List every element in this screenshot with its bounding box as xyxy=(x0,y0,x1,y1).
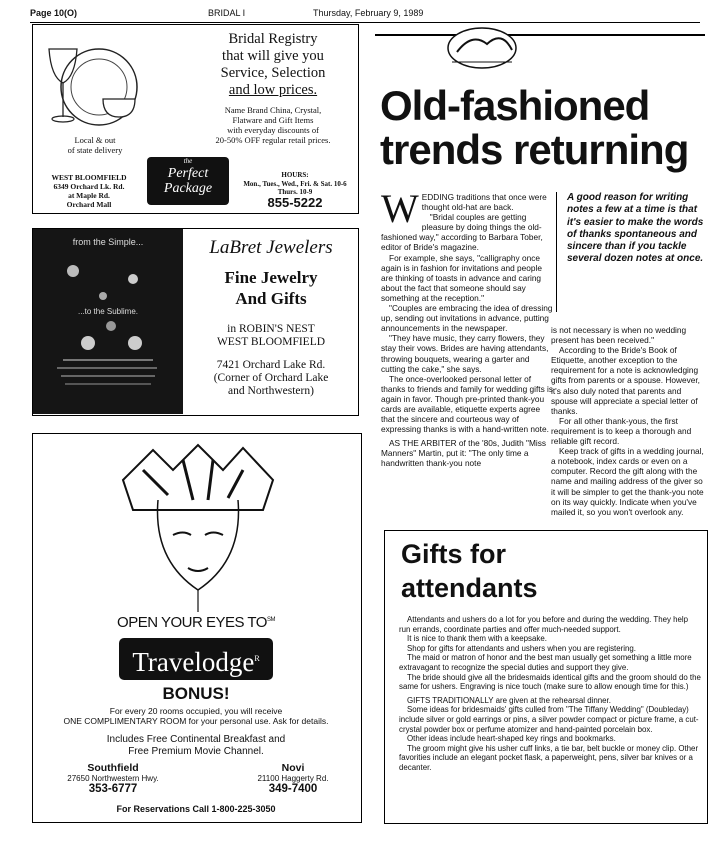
gifts-paragraph: It is nice to thank them with a keepsake. xyxy=(407,634,547,644)
gifts-paragraph: Shop for gifts for attendants and ushers when you are registering. xyxy=(407,643,636,653)
registry-body-line: with everyday discounts of xyxy=(227,125,319,135)
labret-tagline-line: Fine Jewelry xyxy=(224,268,318,287)
article-column-2 xyxy=(551,325,707,517)
address-line: Orchard Mall xyxy=(66,200,112,209)
brand-name: Travelodge xyxy=(132,647,255,677)
travelodge-ad xyxy=(32,433,362,823)
hours-line: Thurs. 10-9 xyxy=(277,188,313,196)
location-city: Southfield xyxy=(87,762,139,774)
registry-address xyxy=(37,173,141,209)
location-city: Novi xyxy=(281,762,305,774)
gifts-paragraph: The maid or matron of honor and the best man usually get something a little more extravagant to recognize the special duties and support they give. xyxy=(399,653,692,672)
southfield-location xyxy=(53,762,173,795)
novi-location xyxy=(233,762,353,795)
article-paragraph: is not necessary is when no wedding present has been received." xyxy=(551,325,687,346)
tagline-text: OPEN YOUR EYES TO xyxy=(117,614,267,631)
headline-line: Old-fashioned xyxy=(380,82,650,129)
article-paragraph: According to the Bride's Book of Etiquette, another exception to the requirement for a note is acknowledging gifts from parents or a spouse. However, it's also duly noted that parents and spouse will appreciate a special letter of thanks. xyxy=(551,345,700,416)
gifts-box xyxy=(384,530,708,824)
bonus-line: ONE COMPLIMENTARY ROOM for your personal use. Ask for details. xyxy=(63,716,329,726)
article-paragraph: For example, she says, "calligraphy once again is in fashion for invitations and people are thinking of toasts in advance and caring about the fact that someone should say something at the reception." xyxy=(381,252,542,303)
registry-body-line: Name Brand China, Crystal, xyxy=(224,105,322,115)
labret-address xyxy=(185,359,357,398)
hours-line: HOURS: xyxy=(281,171,309,179)
bonus-line: For every 20 rooms occupied, you will receive xyxy=(109,706,283,716)
article-headline xyxy=(380,84,705,172)
labret-addr-line: and Northwestern) xyxy=(228,385,314,397)
section-name: BRIDAL I xyxy=(208,8,246,18)
registry-headline-line: Bridal Registry xyxy=(228,31,318,47)
gifts-body xyxy=(399,615,701,773)
service-mark: SM xyxy=(266,617,275,623)
registry-headline-line: and low prices. xyxy=(228,82,318,98)
reservations-line: For Reservations Call 1-800-225-3050 xyxy=(116,804,276,814)
registry-body xyxy=(193,105,353,145)
address-line: at Maple Rd. xyxy=(68,191,110,200)
hours-line: Mon., Tues., Wed., Fri. & Sat. 10-6 xyxy=(243,179,347,188)
issue-date: Thursday, February 9, 1989 xyxy=(313,8,424,18)
logo-line: the xyxy=(183,157,193,165)
registry-body-line: 20-50% OFF regular retail prices. xyxy=(215,135,331,145)
article-paragraph: "Bridal couples are getting pleasure by doing things the old-fashioned way," according to Barbara Tober, editor of Bride's magazine. xyxy=(381,212,543,253)
article-paragraph: EDDING traditions that once were thought old-hat are back. xyxy=(421,192,547,213)
labret-name: LaBret Jewelers xyxy=(209,237,333,258)
registry-headline-line: that will give you xyxy=(222,48,324,64)
article-paragraph: Keep track of gifts in a wedding journal, a notebook, index cards or even on a computer. Record the gift along with the name and mailing address of the giver so it will be simpler to get the thank-you note on its way quickly. Indicate when you've mailed it, so you won't overlook any. xyxy=(551,446,704,517)
article-paragraph: For all other thank-yous, the first requirement is to keep a thorough and reliable gift record. xyxy=(551,415,692,447)
gifts-paragraph: Some ideas for bridesmaids' gifts culled from "The Tiffany Wedding" (Doubleday) include silver or gold earrings or pins, a silver powder compact or picture frame, a cut-crystal powder box or perfume atomizer and hand-painted porcelain box. xyxy=(399,705,699,734)
includes-line: Free Premium Movie Channel. xyxy=(128,746,264,757)
labret-addr-line: 7421 Orchard Lake Rd. xyxy=(216,359,326,371)
article-paragraph: AS THE ARBITER of the '80s, Judith "Miss Manners" Martin, put it: "The only time a handwritten thank-you note xyxy=(381,438,547,469)
registry-headline xyxy=(193,31,353,99)
gifts-title xyxy=(401,537,538,605)
labret-ad xyxy=(32,228,359,416)
travelodge-tagline xyxy=(33,614,359,631)
gifts-paragraph: Attendants and ushers do a lot for you before and during the wedding. They help run errands, coordinate parties and offer much-needed support. xyxy=(399,615,689,634)
address-line: 6349 Orchard Lk. Rd. xyxy=(53,182,125,191)
photo-caption-top: from the Simple... xyxy=(72,237,144,247)
bonus-heading: BONUS! xyxy=(162,684,230,703)
pull-quote-box xyxy=(556,192,707,312)
gifts-paragraph: The bride should give all the bridesmaids identical gifts and the groom should do the same for ushers. Engraving is nice touch (make sure to allow enough time for this.) xyxy=(399,672,701,692)
location-address: 27650 Northwestern Hwy. xyxy=(67,774,159,783)
article-paragraph: "Couples are embracing the idea of dressing up, sending out invitations in advance, putting announcements in the newspaper. xyxy=(381,303,553,334)
registry-phone: 855-5222 xyxy=(267,195,323,210)
page-number: Page 10(O) xyxy=(30,8,78,18)
address-line: WEST BLOOMFIELD xyxy=(51,173,127,182)
gifts-paragraph: Other ideas include heart-shaped key rings and bookmarks. xyxy=(407,734,616,744)
drop-cap: W xyxy=(381,186,419,231)
logo-line: Package xyxy=(163,181,213,196)
includes-line: Includes Free Continental Breakfast and xyxy=(106,734,286,745)
gifts-title-line: attendants xyxy=(401,573,538,603)
registered-mark: R xyxy=(254,654,260,663)
page-header xyxy=(30,8,700,23)
article-column-1 xyxy=(381,186,554,469)
delivery-note xyxy=(45,135,145,155)
article-rule xyxy=(375,34,705,36)
headline-line: trends returning xyxy=(380,126,689,173)
labret-loc-line: in ROBIN'S NEST xyxy=(227,323,315,335)
perfect-package-logo xyxy=(147,157,229,205)
article-paragraph: The once-overlooked personal letter of thanks to friends and family for wedding gifts is again in favor. Though pre-printed thank-you cards are available, etiquette experts agree that the sincere and courteous way of expressing thanks is with a hand-written note. xyxy=(381,373,554,435)
labret-tagline-line: And Gifts xyxy=(235,289,307,308)
labret-tagline xyxy=(185,267,357,309)
labret-location xyxy=(185,323,357,349)
includes-text xyxy=(33,734,359,758)
china-crystal-icon xyxy=(41,37,141,137)
location-address: 21100 Haggerty Rd. xyxy=(257,774,329,783)
labret-loc-line: WEST BLOOMFIELD xyxy=(216,336,326,348)
gifts-paragraph: GIFTS TRADITIONALLY are given at the rehearsal dinner. xyxy=(407,695,611,705)
bonus-text xyxy=(33,706,359,726)
store-hours xyxy=(233,171,357,197)
logo-line: Perfect xyxy=(167,166,209,181)
article-paragraph: "They have music, they carry flowers, they stay their vows. Brides are having attendants, throwing bouquets, wearing a garter and cutting the cake," she says. xyxy=(381,333,549,374)
woman-portrait-icon xyxy=(113,440,283,612)
gifts-title-line: Gifts for xyxy=(401,539,506,569)
location-phone: 353-6777 xyxy=(88,783,138,795)
delivery-line: of state delivery xyxy=(67,145,123,155)
delivery-line: Local & out xyxy=(74,135,116,145)
photo-caption-mid: ...to the Sublime. xyxy=(77,307,139,316)
gifts-paragraph: The groom might give his usher cuff links, a tie bar, belt buckle or money clip. Other favorities include an elegant pocket flask, a paperweight, pens, silver bar knives or a decanter. xyxy=(399,743,699,772)
bird-ornament-icon xyxy=(432,22,532,74)
jewelry-icon xyxy=(43,251,173,406)
labret-addr-line: (Corner of Orchard Lake xyxy=(213,372,329,384)
location-phone: 349-7400 xyxy=(268,783,318,795)
registry-headline-line: Service, Selection xyxy=(220,65,326,81)
pull-quote: A good reason for writing notes a few at a time is that it's easier to make the words of thanks spontaneous and sincere than if you tackle several dozen notes at once. xyxy=(567,192,704,265)
registry-body-line: Flatware and Gift Items xyxy=(232,115,314,125)
travelodge-logo xyxy=(119,638,273,680)
jewelry-photo xyxy=(33,229,183,414)
registry-ad xyxy=(32,24,359,214)
